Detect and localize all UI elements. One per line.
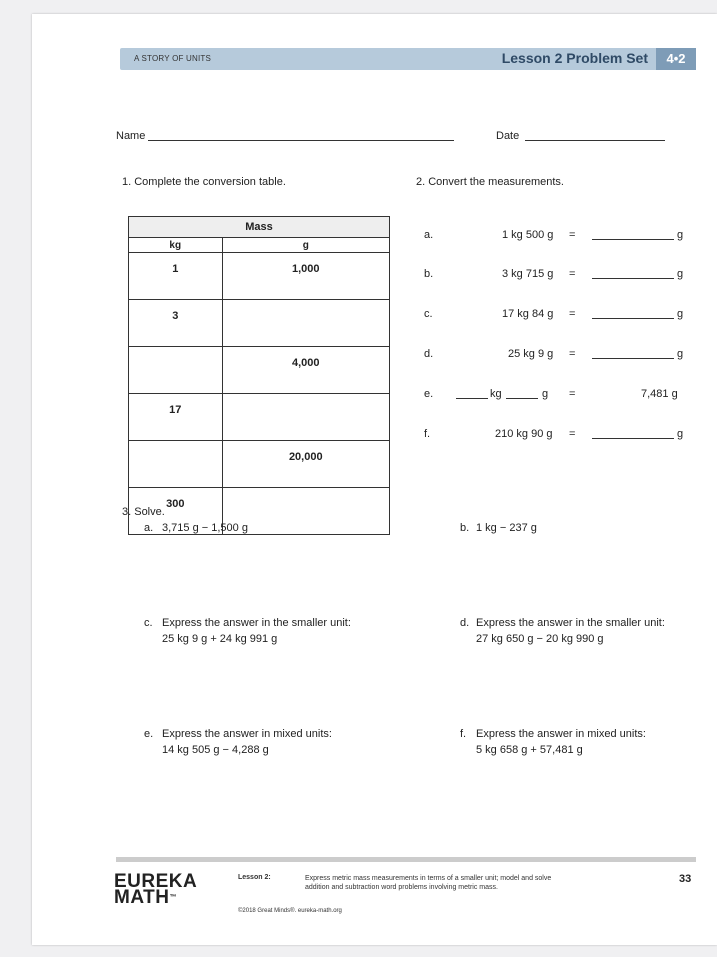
item-letter: f. xyxy=(460,728,467,740)
item-expression: 25 kg 9 g + 24 kg 991 g xyxy=(162,633,278,645)
cell-g[interactable] xyxy=(222,300,389,347)
item-letter: d. xyxy=(424,348,434,360)
item-letter: f. xyxy=(424,428,431,440)
cell-kg: 3 xyxy=(129,300,223,347)
name-label: Name xyxy=(116,130,146,142)
cell-kg[interactable] xyxy=(129,347,223,394)
table-row xyxy=(129,441,390,488)
equals-sign: = xyxy=(569,348,576,360)
table-row xyxy=(129,394,390,441)
table-row xyxy=(129,300,390,347)
item-expression: 3,715 g − 1,500 g xyxy=(162,522,248,534)
q1-prompt: 1. Complete the conversion table. xyxy=(122,176,286,188)
footer-description: Express metric mass measurements in terms of a smaller unit; model and solve addition and subtraction word problems involving metric mass. xyxy=(305,875,552,891)
item-expression: 1 kg − 237 g xyxy=(476,522,537,534)
name-field[interactable] xyxy=(148,140,454,141)
q2-prompt: 2. Convert the measurements. xyxy=(416,176,564,188)
item-instruction: Express the answer in the smaller unit: xyxy=(476,617,665,629)
footer-lesson-label: Lesson 2: xyxy=(238,874,271,881)
series-label: A STORY OF UNITS xyxy=(134,54,211,63)
item-expression: 17 kg 84 g xyxy=(502,308,554,320)
date-field[interactable] xyxy=(525,140,665,141)
kg-blank[interactable] xyxy=(456,398,488,399)
item-letter: e. xyxy=(424,388,434,400)
table-title: Mass xyxy=(129,217,390,238)
answer-blank[interactable] xyxy=(592,358,674,359)
item-unit: g xyxy=(677,428,684,440)
cell-g[interactable] xyxy=(222,394,389,441)
table-row xyxy=(129,253,390,300)
item-letter: a. xyxy=(144,522,154,534)
item-unit: g xyxy=(677,229,684,241)
item-instruction: Express the answer in mixed units: xyxy=(162,728,332,740)
logo-line-1: EUREKA xyxy=(114,871,198,892)
answer-blank[interactable] xyxy=(592,438,674,439)
cell-kg: 17 xyxy=(129,394,223,441)
item-letter: c. xyxy=(144,617,153,629)
item-expression: 210 kg 90 g xyxy=(495,428,553,440)
date-label: Date xyxy=(496,130,520,142)
cell-g: 1,000 xyxy=(222,253,389,300)
item-unit: g xyxy=(677,268,684,280)
col-header-kg: kg xyxy=(129,238,223,253)
answer-blank[interactable] xyxy=(592,318,674,319)
item-expression: 14 kg 505 g − 4,288 g xyxy=(162,744,269,756)
answer-blank[interactable] xyxy=(592,239,674,240)
item-letter: b. xyxy=(460,522,470,534)
equals-sign: = xyxy=(569,268,576,280)
equals-sign: = xyxy=(569,428,576,440)
item-instruction: Express the answer in mixed units: xyxy=(476,728,646,740)
equals-sign: = xyxy=(569,308,576,320)
footer-copyright: ©2018 Great Minds®. eureka-math.org xyxy=(238,908,342,914)
g-unit: g xyxy=(542,388,549,400)
conversion-table xyxy=(128,216,390,535)
equals-sign: = xyxy=(569,388,576,400)
item-expression: 1 kg 500 g xyxy=(502,229,554,241)
item-letter: b. xyxy=(424,268,434,280)
col-header-g: g xyxy=(222,238,389,253)
item-letter: d. xyxy=(460,617,470,629)
item-instruction: Express the answer in the smaller unit: xyxy=(162,617,351,629)
logo-line-2: MATH™ xyxy=(114,887,177,908)
worksheet-page xyxy=(32,14,717,945)
table-row xyxy=(129,347,390,394)
item-expression: 27 kg 650 g − 20 kg 990 g xyxy=(476,633,604,645)
eureka-math-logo xyxy=(114,871,198,908)
equals-sign: = xyxy=(569,229,576,241)
lesson-title: Lesson 2 Problem Set xyxy=(501,50,648,66)
page-number: 33 xyxy=(679,873,692,885)
cell-g: 4,000 xyxy=(222,347,389,394)
footer-rule xyxy=(116,857,696,862)
item-expression: 3 kg 715 g xyxy=(502,268,554,280)
header-banner xyxy=(120,48,696,70)
cell-kg[interactable] xyxy=(129,441,223,488)
item-letter: a. xyxy=(424,229,434,241)
kg-unit: kg xyxy=(490,388,502,400)
item-unit: g xyxy=(677,348,684,360)
item-expression: 5 kg 658 g + 57,481 g xyxy=(476,744,583,756)
cell-g: 20,000 xyxy=(222,441,389,488)
item-letter: c. xyxy=(424,308,433,320)
given-result: 7,481 g xyxy=(641,388,678,400)
cell-kg: 1 xyxy=(129,253,223,300)
g-blank[interactable] xyxy=(506,398,538,399)
q3-prompt: 3. Solve. xyxy=(122,506,165,518)
answer-blank[interactable] xyxy=(592,278,674,279)
item-unit: g xyxy=(677,308,684,320)
item-expression: 25 kg 9 g xyxy=(508,348,554,360)
cell-kg: 300 xyxy=(129,488,223,535)
grade-badge: 4•2 xyxy=(656,48,696,70)
item-letter: e. xyxy=(144,728,154,740)
